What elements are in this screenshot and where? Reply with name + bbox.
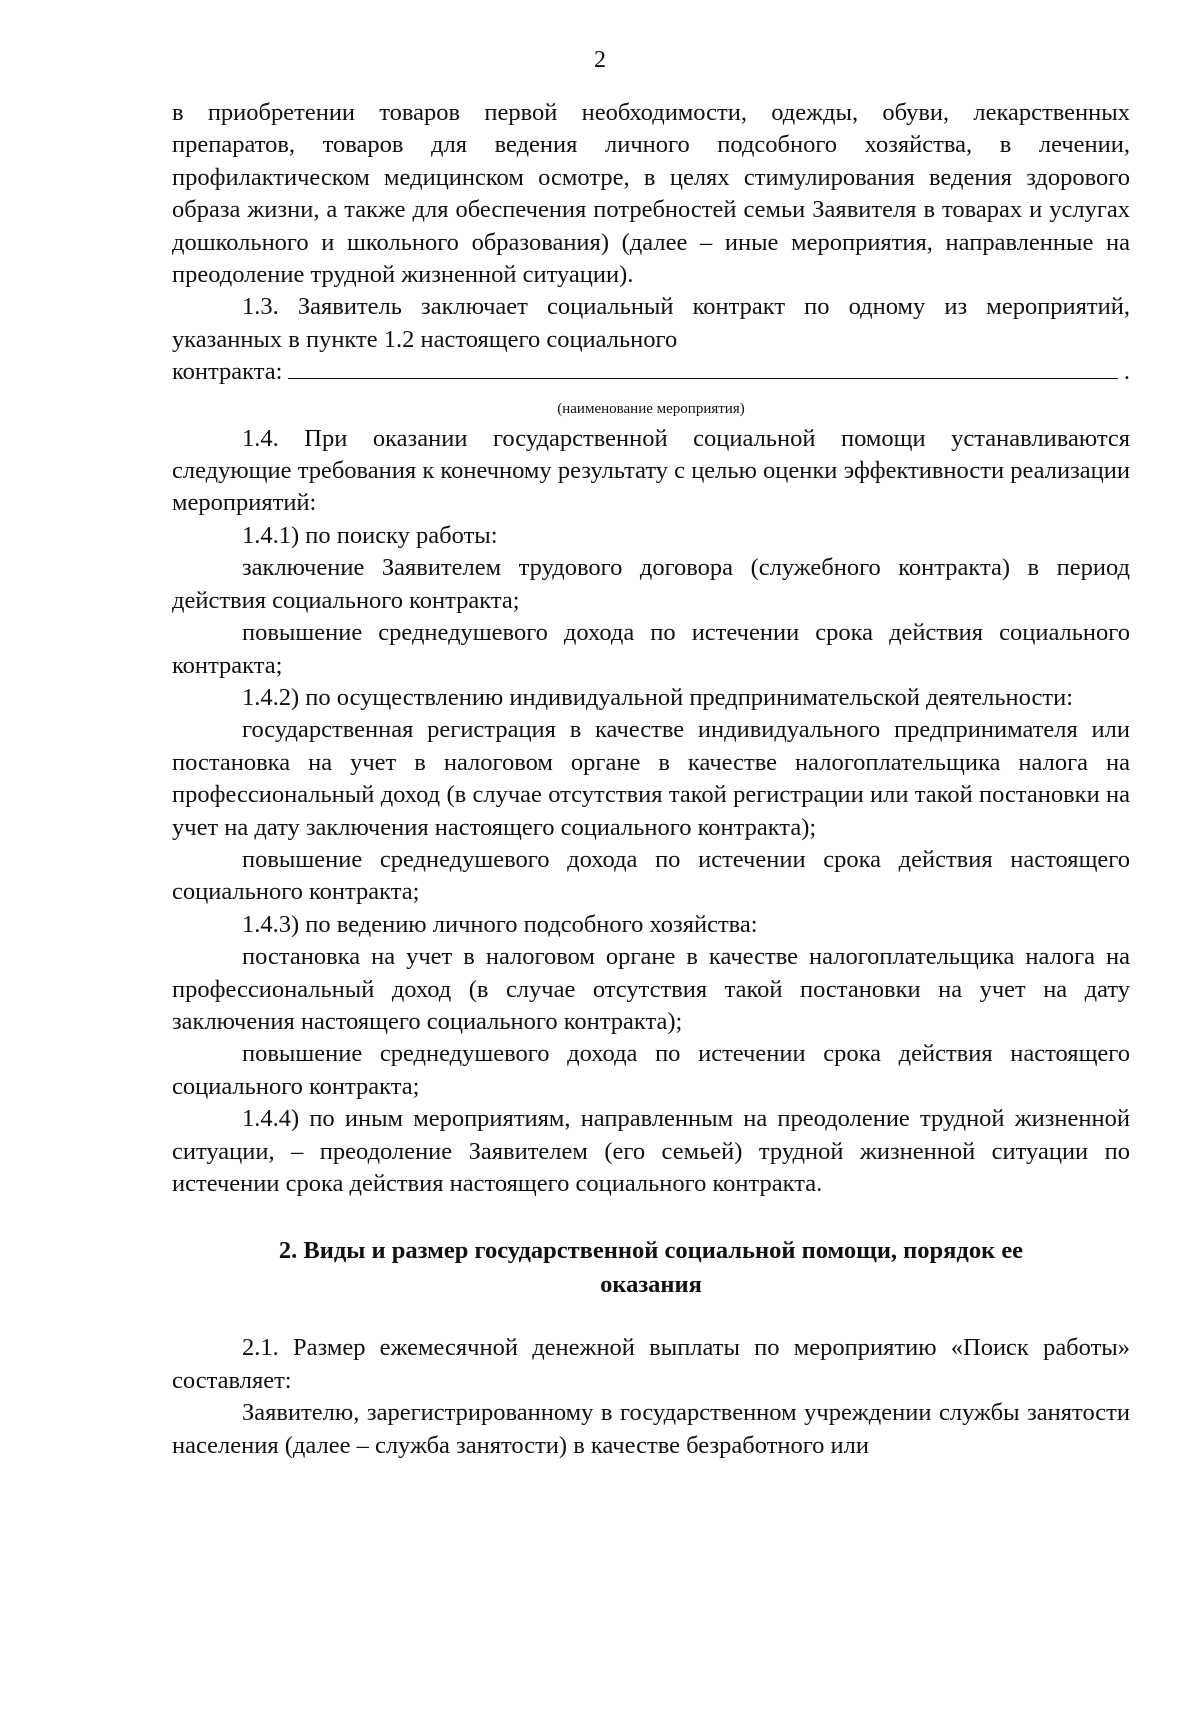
contract-line-end: . bbox=[1123, 358, 1130, 386]
paragraph-1-4-1: 1.4.1) по поиску работы: bbox=[242, 521, 498, 549]
blank-underline bbox=[288, 377, 1117, 379]
section-heading-line-2: оказания bbox=[600, 1271, 702, 1299]
blank-caption: (наименование мероприятия) bbox=[557, 400, 745, 417]
paragraph-1-4-4: 1.4.4) по иным мероприятиям, направленным на преодоление трудной жизненной ситуации, – преодоление Заявителем (его семьей) трудной жизненной ситуации по истечении срока действия настоящего социального контракта. bbox=[172, 1105, 1130, 1197]
paragraph-1-4-2-a: государственная регистрация в качестве индивидуального предпринимателя или постановка на учет в налоговом органе в качестве налогоплательщика налога на профессиональный доход (в случае отсутствия такой регистрации или такой постановки на учет на дату заключения настоящего социального контракта); bbox=[172, 716, 1130, 841]
document-body bbox=[172, 97, 1130, 1462]
paragraph-1-4: 1.4. При оказании государственной социальной помощи устанавливаются следующие требования к конечному результату с целью оценки эффективности реализации мероприятий: bbox=[172, 424, 1130, 517]
paragraph-1-4-2-b: повышение среднедушевого дохода по истечении срока действия настоящего социального контракта; bbox=[172, 845, 1130, 906]
contract-label: контракта: bbox=[172, 358, 283, 386]
paragraph-1-4-3-b: повышение среднедушевого дохода по истечении срока действия настоящего социального контракта; bbox=[172, 1040, 1130, 1100]
paragraph-1-4-3: 1.4.3) по ведению личного подсобного хозяйства: bbox=[242, 910, 758, 938]
paragraph-1-4-3-a: постановка на учет в налоговом органе в качестве налогоплательщика налога на профессиональный доход (в случае отсутствия такой постановки на учет на дату заключения настоящего социального контракта); bbox=[172, 943, 1130, 1035]
page-number: 2 bbox=[594, 47, 606, 73]
section-heading bbox=[172, 1234, 1130, 1302]
paragraph-2-1: 2.1. Размер ежемесячной денежной выплаты по мероприятию «Поиск работы» составляет: bbox=[172, 1334, 1130, 1394]
section-heading-line-1: 2. Виды и размер государственной социальной помощи, порядок ее bbox=[278, 1237, 1024, 1265]
contract-blank-line bbox=[172, 356, 1130, 388]
paragraph-1-4-1-a: заключение Заявителем трудового договора (служебного контракта) в период действия социального контракта; bbox=[172, 554, 1130, 614]
paragraph-continuation: в приобретении товаров первой необходимости, одежды, обуви, лекарственных препаратов, товаров для ведения личного подсобного хозяйства, в лечении, профилактическом медицинском осмотре, в целях стимулирования ведения здорового образа жизни, а также для обеспечения потребностей семьи Заявителя в товарах и услугах дошкольного и школьного образования) (далее – иные мероприятия, направленные на преодоление трудной жизненной ситуации). bbox=[172, 99, 1130, 289]
paragraph-1-4-2: 1.4.2) по осуществлению индивидуальной предпринимательской деятельности: bbox=[242, 683, 1074, 711]
paragraph-1-4-1-b: повышение среднедушевого дохода по истечении срока действия социального контракта; bbox=[172, 619, 1130, 679]
paragraph-2-1-a: Заявителю, зарегистрированному в государственном учреждении службы занятости населения (далее – служба занятости) в качестве безработного или bbox=[172, 1399, 1130, 1459]
paragraph-1-3: 1.3. Заявитель заключает социальный контракт по одному из мероприятий, указанных в пункте 1.2 настоящего социального bbox=[172, 293, 1130, 353]
